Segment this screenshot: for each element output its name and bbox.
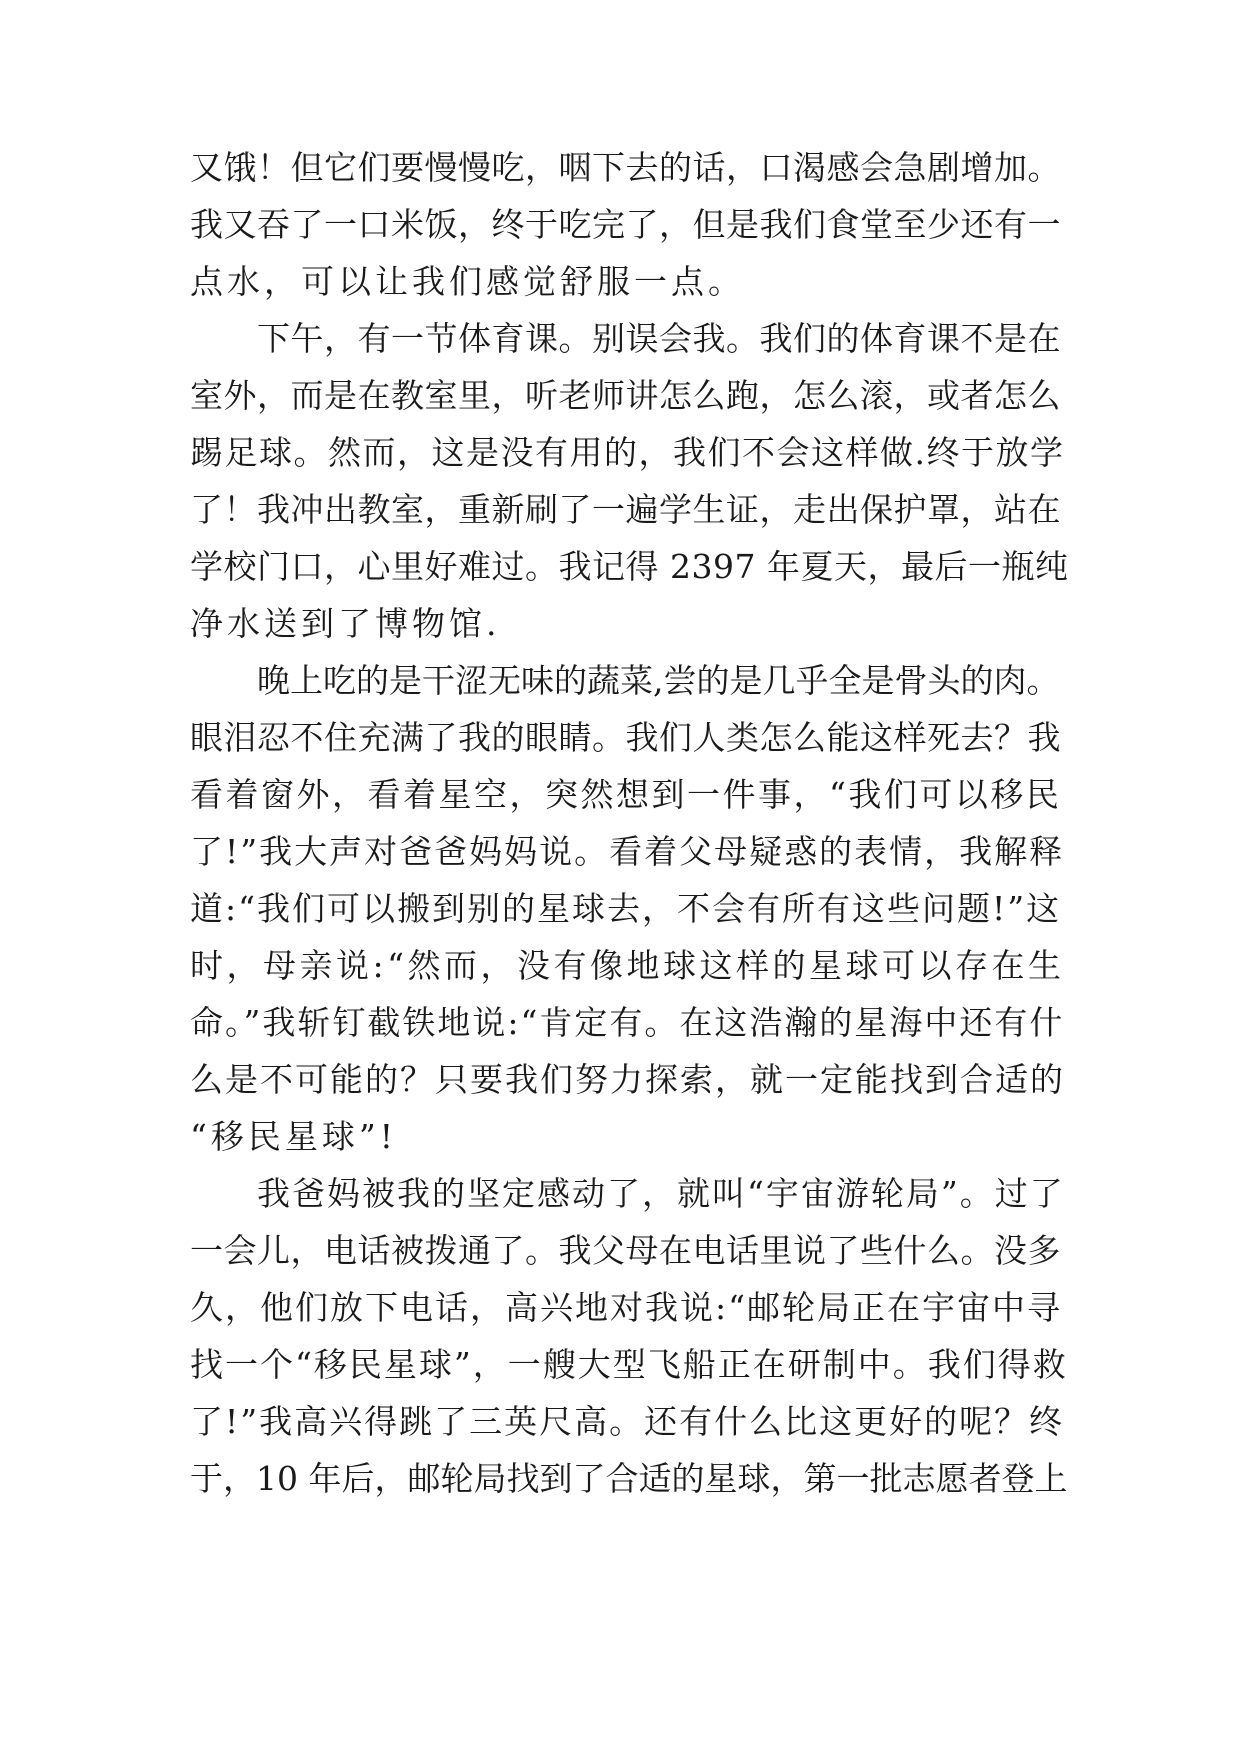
text-line: 找一个“移民星球”，一艘大型飞船正在研制中。我们得救 xyxy=(190,1345,1068,1384)
text-line: 眼泪忍不住充满了我的眼睛。我们人类怎么能这样死去？我 xyxy=(190,718,1061,757)
text-line: 净水送到了博物馆. xyxy=(190,604,501,643)
text-line: 学校门口，心里好难过。我记得 2397 年夏天，最后一瓶纯 xyxy=(190,547,1069,586)
text-line: 晚上吃的是干涩无味的蔬菜,尝的是几乎全是骨头的肉。 xyxy=(257,661,1060,700)
text-line: 点水，可以让我们感觉舒服一点。 xyxy=(190,262,745,301)
text-line: 么是不可能的？只要我们努力探索，就一定能找到合适的 xyxy=(190,1060,1065,1099)
text-line: 了！我冲出教室，重新刷了一遍学生证，走出保护罩，站在 xyxy=(190,490,1061,529)
text-line: 一会儿，电话被拨通了。我父母在电话里说了些什么。没多 xyxy=(190,1231,1061,1270)
text-line: 踢足球。然而，这是没有用的，我们不会这样做.终于放学 xyxy=(190,433,1065,472)
text-line: 命。”我斩钉截铁地说:“肯定有。在这浩瀚的星海中还有什 xyxy=(190,1003,1065,1042)
text-line: 于，10 年后，邮轮局找到了合适的星球，第一批志愿者登上 xyxy=(190,1459,1068,1498)
text-line: 室外，而是在教室里，听老师讲怎么跑，怎么滚，或者怎么 xyxy=(190,376,1061,415)
text-line: 道:“我们可以搬到别的星球去，不会有所有这些问题!”这 xyxy=(190,889,1062,928)
text-line: 久，他们放下电话，高兴地对我说:“邮轮局正在宇宙中寻 xyxy=(190,1288,1062,1327)
text-line: 我又吞了一口米饭，终于吃完了，但是我们食堂至少还有一 xyxy=(190,205,1061,244)
text-line: 我爸妈被我的坚定感动了，就叫“宇宙游轮局”。过了 xyxy=(257,1174,1065,1213)
text-line: 又饿！但它们要慢慢吃，咽下去的话，口渴感会急剧增加。 xyxy=(190,148,1061,187)
text-line: 看着窗外，看着星空，突然想到一件事，“我们可以移民 xyxy=(190,775,1062,814)
text-line: 了!”我大声对爸爸妈妈说。看着父母疑惑的表情，我解释 xyxy=(190,832,1065,871)
text-line: 了!”我高兴得跳了三英尺高。还有什么比这更好的呢？终 xyxy=(190,1402,1065,1441)
text-line: 下午，有一节体育课。别误会我。我们的体育课不是在 xyxy=(257,319,1061,358)
text-line: 时，母亲说:“然而，没有像地球这样的星球可以存在生 xyxy=(190,946,1065,985)
text-line: “移民星球”! xyxy=(190,1117,398,1156)
